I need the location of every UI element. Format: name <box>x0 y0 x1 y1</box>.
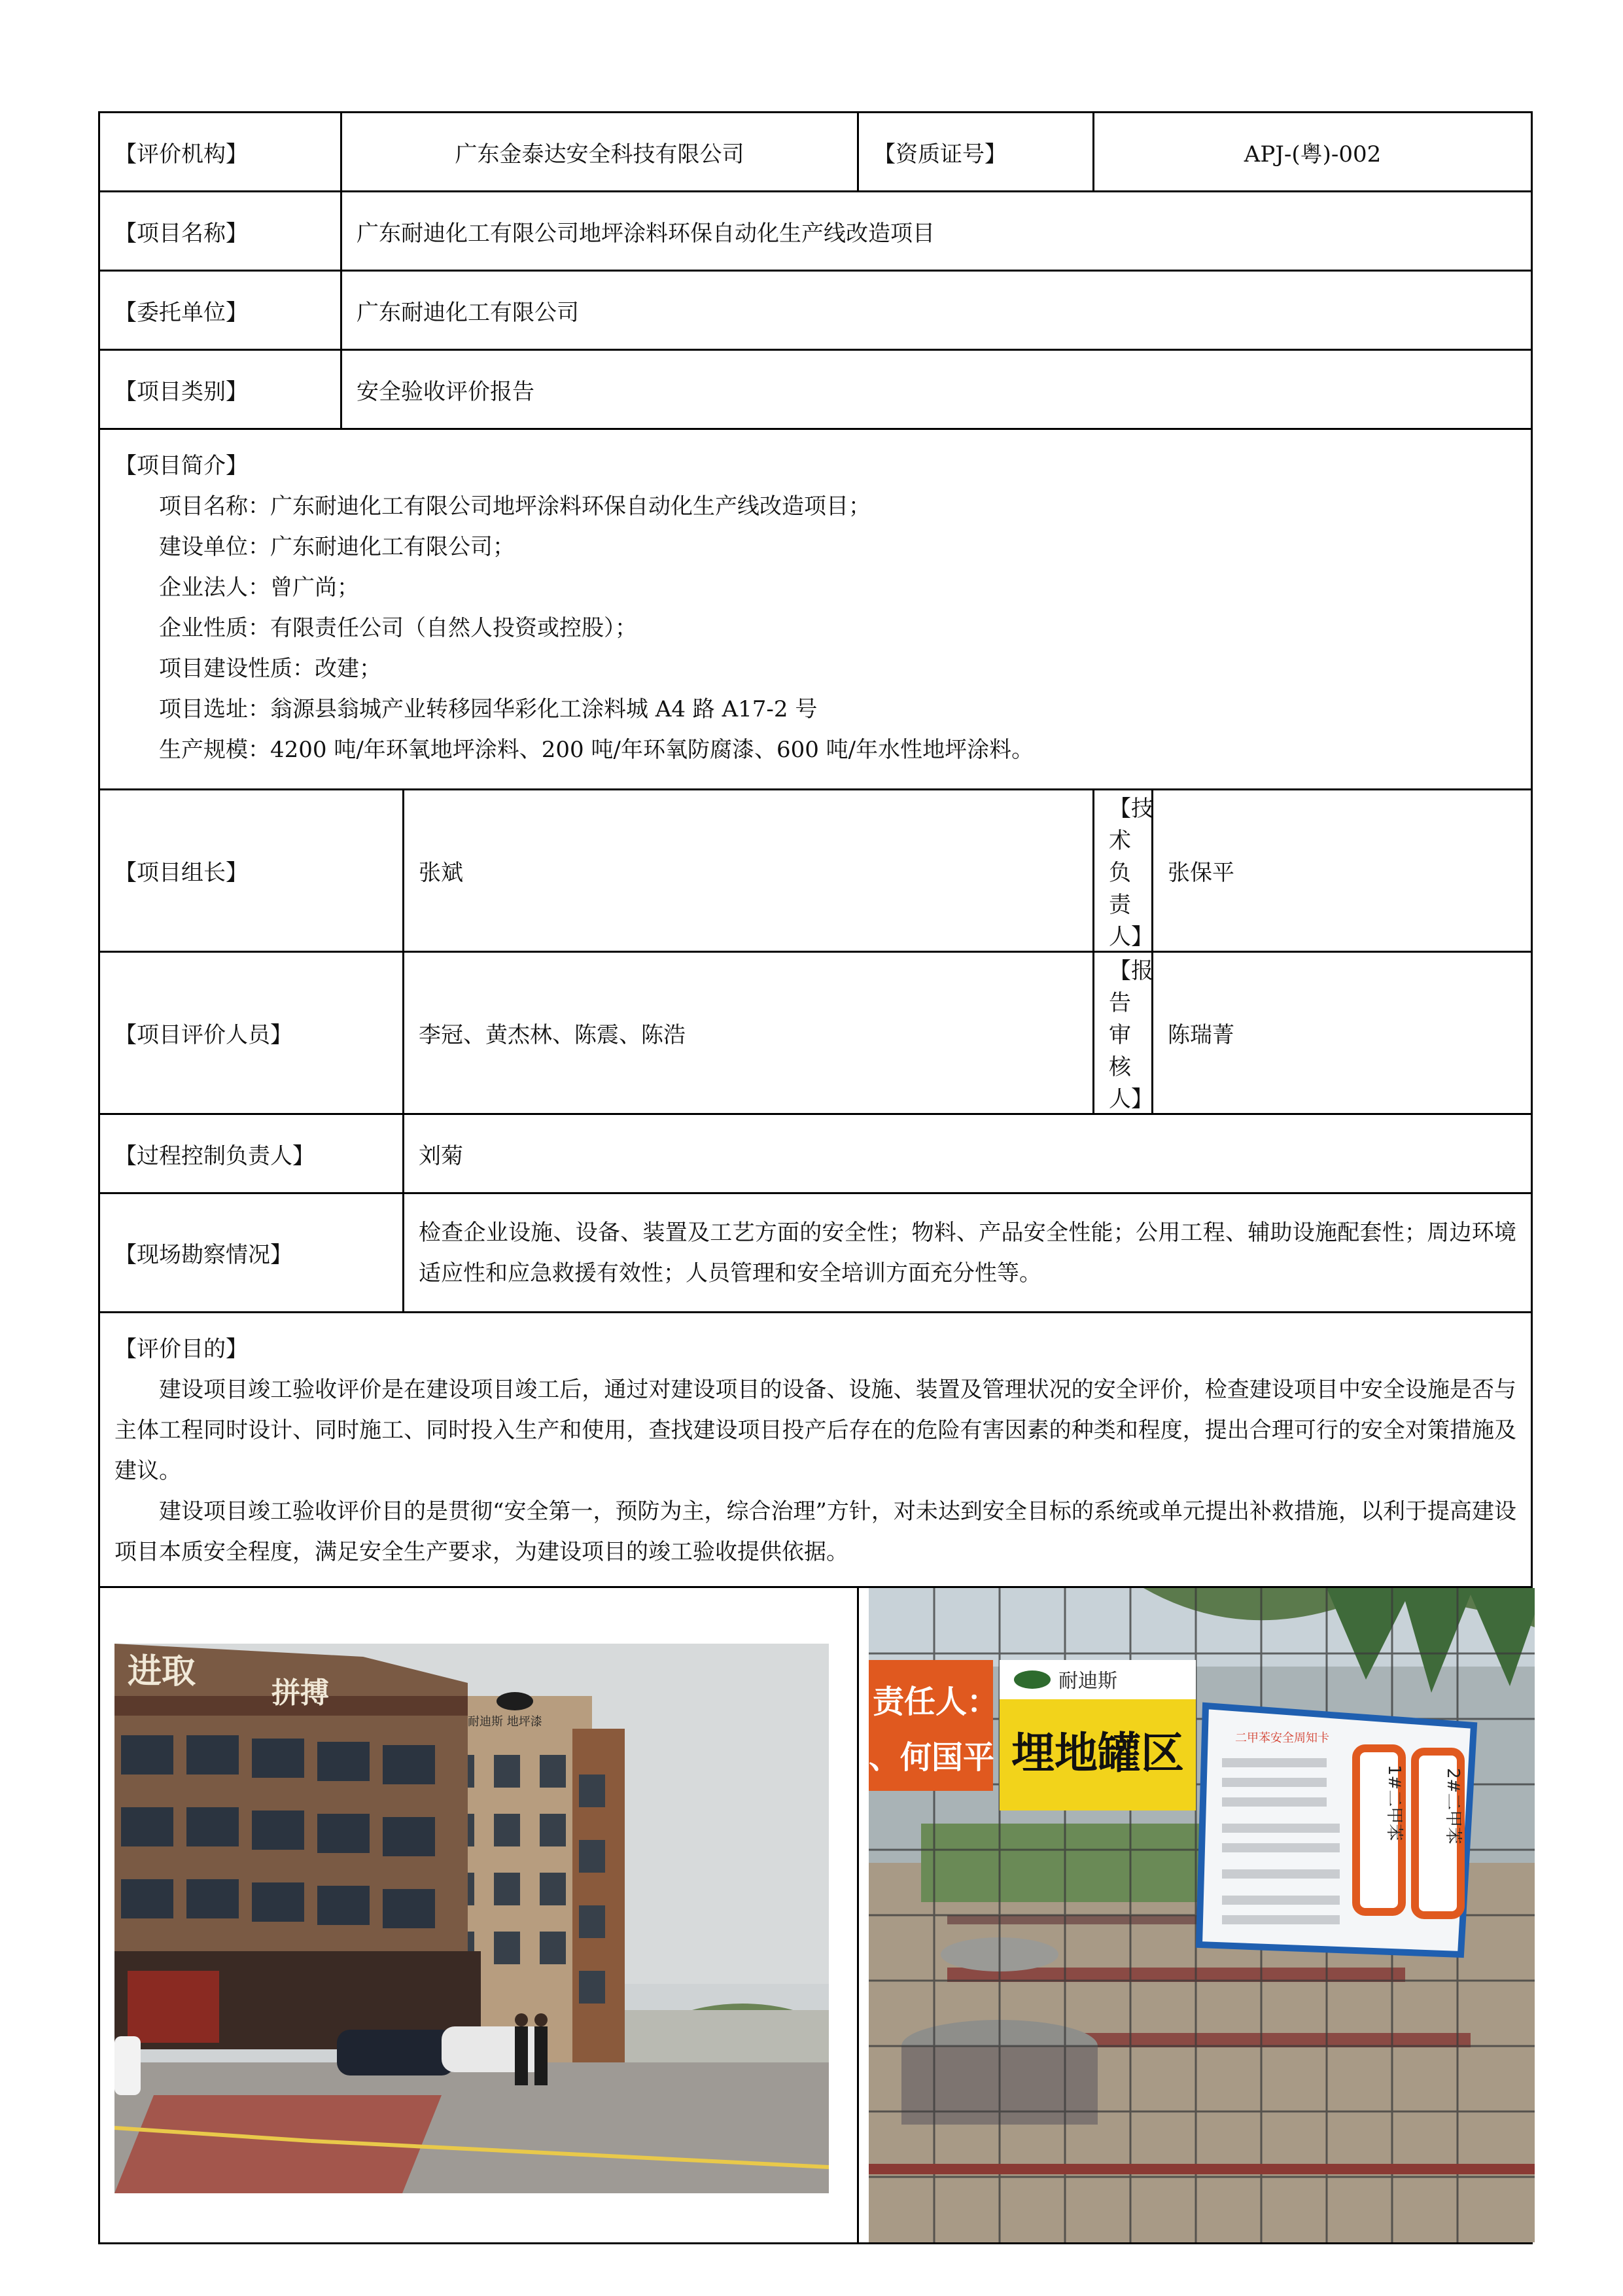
banner-text-1: 进取 <box>128 1652 196 1691</box>
intro-line: 生产规模：4200 吨/年环氧地坪涂料、200 吨/年环氧防腐漆、600 吨/年水性地坪涂料。 <box>159 737 1034 763</box>
area-sign-text: 埋地罐区 <box>1011 1728 1184 1778</box>
evaluators-value: 李冠、黄杰林、陈震、陈浩 <box>404 952 1094 1114</box>
info-table <box>98 111 1533 2244</box>
area-sign-brand: 耐迪斯 <box>1058 1670 1117 1693</box>
cert-value: APJ-(粤)-002 <box>1094 113 1532 192</box>
survey-label: 【现场勘察情况】 <box>99 1193 404 1313</box>
header-row <box>99 113 1532 192</box>
purpose-row <box>99 1313 1532 1587</box>
survey-value: 检查企业设施、设备、装置及工艺方面的安全性；物料、产品安全性能；公用工程、辅助设施配套性；周边环境适应性和应急救援有效性；人员管理和安全培训方面充分性等。 <box>404 1193 1532 1313</box>
cert-label: 【资质证号】 <box>858 113 1094 192</box>
category-row <box>99 350 1532 429</box>
office-building-photo <box>114 1644 829 2193</box>
photo-left-cell <box>99 1587 858 2244</box>
org-value: 广东金泰达安全科技有限公司 <box>341 113 858 192</box>
process-row <box>99 1114 1532 1193</box>
safety-card-title: 二甲苯安全周知卡 <box>1235 1731 1329 1745</box>
survey-row <box>99 1193 1532 1313</box>
intro-line: 企业法人：曾广尚； <box>159 574 359 601</box>
purpose-heading: 【评价目的】 <box>114 1336 248 1362</box>
client-row <box>99 271 1532 350</box>
evaluators-row <box>99 952 1532 1114</box>
category-label: 【项目类别】 <box>99 350 341 429</box>
tank-1-label: 1#二甲苯 <box>1384 1765 1404 1841</box>
process-label: 【过程控制负责人】 <box>99 1114 404 1193</box>
intro-line: 项目建设性质：改建； <box>159 656 381 682</box>
intro-row <box>99 429 1532 790</box>
category-value: 安全验收评价报告 <box>341 350 1532 429</box>
intro-line: 建设单位：广东耐迪化工有限公司； <box>159 534 515 560</box>
tank-area-image <box>869 1588 1535 2242</box>
evaluators-label: 【项目评价人员】 <box>99 952 404 1114</box>
photos-row <box>99 1587 1532 2244</box>
leader-value: 张斌 <box>404 790 1094 952</box>
photo-right-cell <box>858 1587 1532 2244</box>
purpose-paragraph: 建设项目竣工验收评价是在建设项目竣工后，通过对建设项目的设备、设施、装置及管理状况的安全评价，检查建设项目中安全设施是否与主体工程同时设计、同时施工、同时投入生产和使用，查找建设项目投产后存在的危险有害因素的种类和程度，提出合理可行的安全对策措施及建议。 <box>114 1377 1516 1484</box>
project-name-value: 广东耐迪化工有限公司地坪涂料环保自动化生产线改造项目 <box>341 192 1532 271</box>
process-value: 刘菊 <box>404 1114 1532 1193</box>
reviewer-value: 陈瑞菁 <box>1153 952 1532 1114</box>
client-label: 【委托单位】 <box>99 271 341 350</box>
sign-person-2: 、何国平 <box>869 1739 995 1776</box>
office-building-image <box>114 1644 829 2193</box>
tank-area-photo <box>869 1588 1535 2242</box>
intro-line: 企业性质：有限责任公司（自然人投资或控股）； <box>159 615 637 641</box>
leader-row <box>99 790 1532 952</box>
reviewer-label: 【报告审核人】 <box>1094 952 1153 1114</box>
sign-person-1: 责任人： <box>873 1684 999 1720</box>
tech-value: 张保平 <box>1153 790 1532 952</box>
client-value: 广东耐迪化工有限公司 <box>341 271 1532 350</box>
org-label: 【评价机构】 <box>99 113 341 192</box>
evaluation-form <box>98 111 1531 2244</box>
tank-2-label: 2#二甲苯 <box>1443 1768 1463 1845</box>
project-intro <box>99 429 1532 790</box>
intro-heading: 【项目简介】 <box>114 453 248 479</box>
tech-label: 【技术负责人】 <box>1094 790 1153 952</box>
building-sign: 耐迪斯 地坪漆 <box>468 1715 542 1729</box>
project-name-row <box>99 192 1532 271</box>
purpose-paragraph: 建设项目竣工验收评价目的是贯彻“安全第一，预防为主，综合治理”方针，对未达到安全目标的系统或单元提出补救措施，以利于提高建设项目本质安全程度，满足安全生产要求，为建设项目的竣工验收提供依据。 <box>114 1498 1516 1565</box>
leader-label: 【项目组长】 <box>99 790 404 952</box>
intro-line: 项目选址：翁源县翁城产业转移园华彩化工涂料城 A4 路 A17-2 号 <box>159 696 818 722</box>
intro-line: 项目名称：广东耐迪化工有限公司地坪涂料环保自动化生产线改造项目； <box>159 493 871 520</box>
banner-text-2: 拼搏 <box>271 1676 329 1710</box>
evaluation-purpose <box>99 1313 1532 1587</box>
project-name-label: 【项目名称】 <box>99 192 341 271</box>
